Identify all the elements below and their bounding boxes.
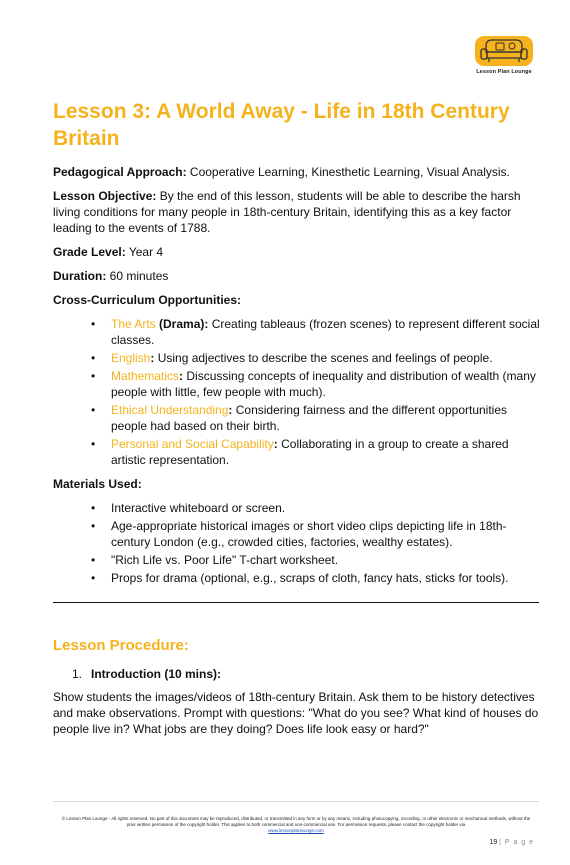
materials-list — [53, 500, 541, 586]
page-number — [489, 839, 534, 846]
subject-name: Personal and Social Capability — [111, 437, 274, 451]
subject-name: Mathematics — [111, 369, 180, 383]
subject-description: Using adjectives to describe the scenes and feelings of people. — [154, 351, 493, 365]
lesson-title: Lesson 3: A World Away - Life in 18th Century Britain — [53, 100, 510, 150]
list-item: • Props for drama (optional, e.g., scraps of cloth, fancy hats, sticks for tools). — [53, 570, 541, 586]
sofa-logo-icon — [472, 30, 536, 68]
step-description: Show students the images/videos of 18th-century Britain. Ask them to be history detectives and make observations. Prompt with questions: "What do you see? What kind of houses do people live in? What jobs are they doing? Does life look easy or hard?" — [53, 690, 539, 736]
list-item — [53, 316, 541, 348]
duration — [53, 268, 541, 284]
objective-label: Lesson Objective: — [53, 189, 157, 203]
objective-text: By the end of this lesson, students will be able to describe the harsh living conditions for many people in 18th-century Britain, identifying this as a key factor leading to the events of 1788. — [53, 189, 521, 235]
cross-curriculum-list — [53, 316, 541, 468]
procedure-step — [72, 666, 221, 682]
list-item — [53, 402, 541, 434]
list-item — [53, 436, 541, 468]
duration-label: Duration: — [53, 269, 107, 283]
copyright-text: © Lesson Plan Lounge - All rights reserved. No part of this document may be reproduced, distributed, or transmitted in any form or by any means, including photocopying, recording, or other electronic or mechanical methods, without the prior written permission of the copyright holder. This applies to both commercial and non-commercial use. For permission requests, please contact the copyright holder via — [61, 816, 531, 827]
page-label: | P a g e — [499, 839, 534, 846]
cross-curriculum-heading: Cross-Curriculum Opportunities: — [53, 293, 242, 307]
list-item: • Interactive whiteboard or screen. — [53, 500, 541, 516]
subject-name: The Arts — [111, 317, 156, 331]
pedagogical-label: Pedagogical Approach: — [53, 165, 187, 179]
subject-suffix: (Drama): — [155, 317, 209, 331]
grade-text: Year 4 — [125, 245, 164, 259]
logo-text: Lesson Plan Lounge — [476, 69, 532, 75]
brand-logo — [470, 30, 538, 75]
list-item: • "Rich Life vs. Poor Life" T-chart worksheet. — [53, 552, 541, 568]
subject-description: Creating tableaus (frozen scenes) to represent different social classes. — [111, 317, 540, 347]
subject-suffix: : — [273, 437, 278, 451]
lesson-objective — [53, 188, 541, 236]
step-number: 1. — [72, 667, 83, 681]
website-link[interactable]: www.lessonplanlounge.com — [268, 828, 324, 833]
subject-suffix: : — [228, 403, 233, 417]
footer-divider — [53, 801, 539, 802]
page-number-value: 19 — [489, 839, 498, 846]
list-item — [53, 350, 541, 366]
list-item — [53, 368, 541, 400]
copyright-footer — [57, 816, 535, 834]
subject-name: English — [111, 351, 151, 365]
subject-description: Collaborating in a group to create a shared artistic representation. — [111, 437, 509, 467]
grade-level — [53, 244, 541, 260]
subject-suffix: : — [150, 351, 155, 365]
list-item: • Age-appropriate historical images or short video clips depicting life in 18th-century London (e.g., crowded cities, factories, wealthy estates). — [53, 518, 541, 550]
procedure-heading: Lesson Procedure: — [53, 637, 189, 654]
step-title: Introduction (10 mins): — [91, 667, 221, 681]
subject-name: Ethical Understanding — [111, 403, 229, 417]
subject-suffix: : — [179, 369, 184, 383]
subject-description: Discussing concepts of inequality and distribution of wealth (many people with little, few people with much). — [111, 369, 536, 399]
subject-description: Considering fairness and the different opportunities people had based on their birth. — [111, 403, 508, 433]
grade-label: Grade Level: — [53, 245, 126, 259]
lesson-body — [53, 164, 541, 594]
pedagogical-approach — [53, 164, 541, 180]
materials-heading: Materials Used: — [53, 477, 142, 491]
pedagogical-text: Cooperative Learning, Kinesthetic Learning, Visual Analysis. — [186, 165, 510, 179]
duration-text: 60 minutes — [106, 269, 169, 283]
section-divider — [53, 602, 539, 603]
